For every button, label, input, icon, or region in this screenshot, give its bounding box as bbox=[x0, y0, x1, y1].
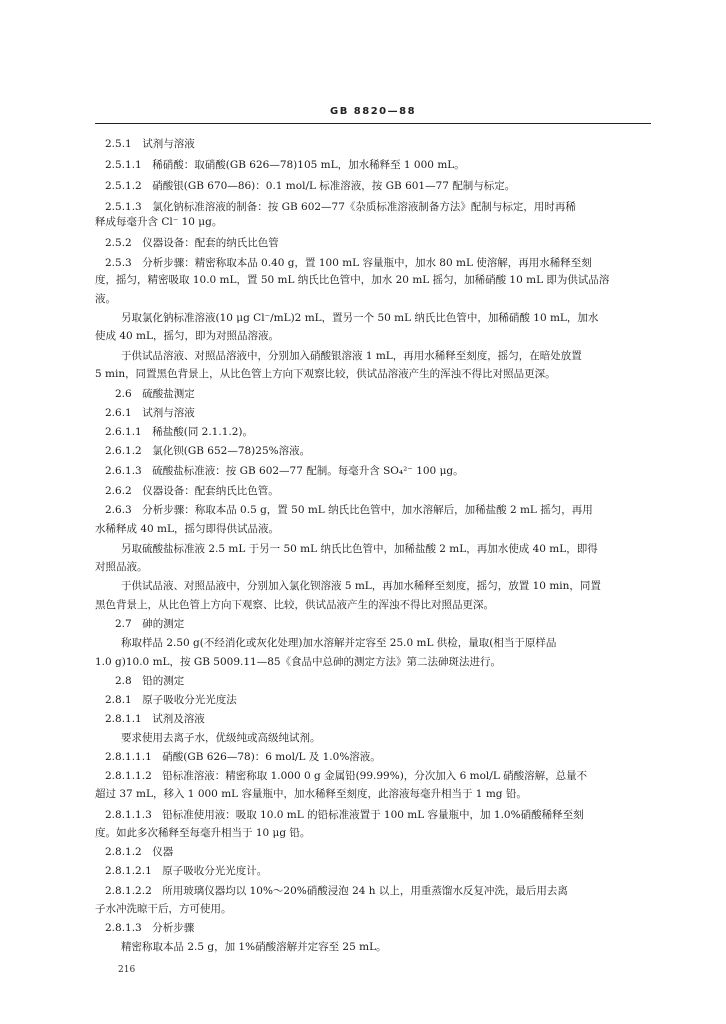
text-line: 2.5.1.3 氯化钠标准溶液的制备：按 GB 602—77《杂质标准溶液制备方法》配制与标定，用时再稀 bbox=[105, 201, 576, 213]
text-line: 2.8.1.2.1 原子吸收分光光度计。 bbox=[105, 865, 268, 877]
text-line: 释成每毫升含 Cl⁻ 10 μg。 bbox=[95, 216, 223, 228]
text-line: 2.8.1 原子吸收分光光度法 bbox=[105, 694, 237, 706]
text-line: 要求使用去离子水，优级纯或高级纯试剂。 bbox=[121, 732, 321, 744]
text-line: 于供试品溶液、对照品溶液中，分别加入硝酸银溶液 1 mL，再用水稀释至刻度，摇匀，在暗处放置 bbox=[121, 350, 582, 362]
text-line: 对照品液。 bbox=[95, 561, 148, 573]
text-line: 2.7 砷的测定 bbox=[115, 618, 185, 630]
text-line: 2.5.1.2 硝酸银(GB 670—86)：0.1 mol/L 标准溶液，按 GB 601—77 配制与标定。 bbox=[105, 180, 516, 192]
text-line: 2.5.1 试剂与溶液 bbox=[105, 138, 195, 150]
text-line: 2.8 铅的测定 bbox=[115, 675, 185, 687]
text-line: 2.6.1 试剂与溶液 bbox=[105, 407, 195, 419]
text-line: 2.6.3 分析步骤：称取本品 0.5 g，置 50 mL 纳氏比色管中，加水溶解后，加稀盐酸 2 mL 摇匀，再用 bbox=[105, 504, 593, 516]
text-line: 水稀释成 40 mL，摇匀即得供试品液。 bbox=[95, 523, 279, 535]
text-line: 2.8.1.1 试剂及溶液 bbox=[105, 713, 205, 725]
text-line: 2.5.2 仪器设备：配套的纳氏比色管 bbox=[105, 237, 279, 249]
text-line: 5 min，同置黑色背景上，从比色管上方向下观察比较，供试品溶液产生的浑浊不得比对照品更深。 bbox=[95, 368, 556, 380]
text-line: 2.8.1.1.2 铅标准溶液：精密称取 1.000 0 g 金属铅(99.99%)，分次加入 6 mol/L 硝酸溶解，总量不 bbox=[105, 770, 588, 782]
text-line: 2.8.1.1.3 铅标准使用液：吸取 10.0 mL 的铅标准液置于 100 mL 容量瓶中，加 1.0%硝酸稀释至刻 bbox=[105, 809, 584, 821]
text-line: 度。如此多次稀释至每毫升相当于 10 μg 铅。 bbox=[95, 827, 311, 839]
text-line: 另取硫酸盐标准液 2.5 mL 于另一 50 mL 纳氏比色管中，加稀盐酸 2 mL，再加水使成 40 mL，即得 bbox=[121, 543, 598, 555]
standard-header: GB 8820—88 bbox=[330, 106, 417, 117]
text-line: 使成 40 mL，摇匀，即为对照品溶液。 bbox=[95, 330, 279, 342]
page-number: 216 bbox=[118, 965, 136, 975]
text-line: 2.5.3 分析步骤：精密称取本品 0.40 g，置 100 mL 容量瓶中，加水 80 mL 使溶解，再用水稀释至刻 bbox=[105, 257, 592, 269]
text-line: 2.6.2 仪器设备：配套纳氏比色管。 bbox=[105, 485, 279, 497]
text-line: 超过 37 mL，移入 1 000 mL 容量瓶中，加水稀释至刻度，此溶液每毫升相当于 1 mg 铅。 bbox=[95, 788, 527, 800]
text-line: 黑色背景上，从比色管上方向下观察、比较，供试品液产生的浑浊不得比对照品更深。 bbox=[95, 599, 494, 611]
text-line: 2.6 硫酸盐测定 bbox=[115, 388, 195, 400]
text-line: 另取氯化钠标准溶液(10 μg Cl⁻/mL)2 mL，置另一个 50 mL 纳氏比色管中，加稀硝酸 10 mL，加水 bbox=[121, 312, 599, 324]
text-line: 2.8.1.2 仪器 bbox=[105, 846, 174, 858]
text-line: 1.0 g)10.0 mL，按 GB 5009.11—85《食品中总砷的测定方法》第二法砷斑法进行。 bbox=[95, 656, 502, 668]
header-rule bbox=[95, 123, 651, 124]
text-line: 2.6.1.3 硫酸盐标准液：按 GB 602—77 配制。每毫升含 SO₄²⁻ 100 μg。 bbox=[105, 465, 464, 477]
text-line: 2.5.1.1 稀硝酸：取硝酸(GB 626—78)105 mL，加水稀释至 1 000 mL。 bbox=[105, 159, 465, 171]
text-line: 度，摇匀，精密吸取 10.0 mL，置 50 mL 纳氏比色管中，加水 20 mL 摇匀，加稀硝酸 10 mL 即为供试品溶 bbox=[95, 274, 610, 286]
text-line: 称取样品 2.50 g(不经消化或灰化处理)加水溶解并定容至 25.0 mL 供检，量取(相当于原样品 bbox=[121, 637, 557, 649]
text-line: 2.6.1.2 氯化钡(GB 652—78)25%溶液。 bbox=[105, 445, 311, 457]
text-line: 2.8.1.3 分析步骤 bbox=[105, 922, 195, 934]
text-line: 精密称取本品 2.5 g，加 1%硝酸溶解并定容至 25 mL。 bbox=[121, 941, 387, 953]
text-line: 2.6.1.1 稀盐酸(同 2.1.1.2)。 bbox=[105, 426, 253, 438]
text-line: 子水冲洗晾干后，方可使用。 bbox=[95, 903, 232, 915]
text-line: 2.8.1.1.1 硝酸(GB 626—78)：6 mol/L 及 1.0%溶液。 bbox=[105, 751, 381, 763]
text-line: 于供试品液、对照品液中，分别加入氯化钡溶液 5 mL，再加水稀释至刻度，摇匀，放置 10 min，同置 bbox=[121, 580, 601, 592]
text-line: 液。 bbox=[95, 293, 116, 305]
text-line: 2.8.1.2.2 所用玻璃仪器均以 10%～20%硝酸浸泡 24 h 以上，用重蒸馏水反复冲洗，最后用去离 bbox=[105, 885, 568, 897]
